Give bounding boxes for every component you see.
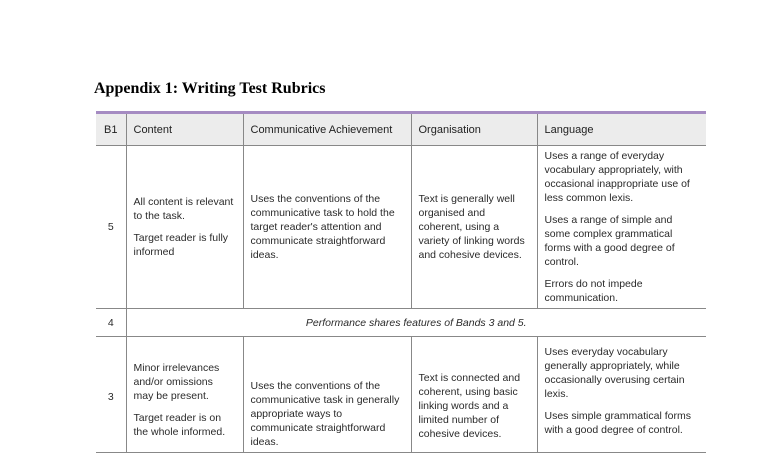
band-5-content bbox=[126, 146, 243, 309]
band-3-language bbox=[537, 337, 706, 453]
page-title: Appendix 1: Writing Test Rubrics bbox=[94, 80, 326, 97]
band-3-row bbox=[96, 337, 706, 453]
band-3-language-line-1: Uses everyday vocabulary generally appropriately, while occasionally overusing certain lexis. bbox=[544, 346, 685, 400]
band-4-row bbox=[96, 309, 706, 337]
band-3-organisation-text: Text is connected and coherent, using basic linking words and a limited number of cohesive devices. bbox=[418, 372, 521, 440]
header-organisation: Organisation bbox=[411, 113, 537, 146]
band-3-language-line-2: Uses simple grammatical forms with a good degree of control. bbox=[544, 410, 691, 436]
header-language: Language bbox=[537, 113, 706, 146]
header-row bbox=[96, 113, 706, 146]
band-5-language-line-2: Uses a range of simple and some complex grammatical forms with a good degree of control. bbox=[544, 214, 675, 268]
band-4-number: 4 bbox=[96, 309, 126, 337]
band-5-number: 5 bbox=[96, 146, 126, 309]
band-3-content-line-1: Minor irrelevances and/or omissions may be present. bbox=[133, 362, 220, 402]
band-3-content-line-2: Target reader is on the whole informed. bbox=[133, 412, 226, 438]
band-5-language bbox=[537, 146, 706, 309]
band-3-communicative-text: Uses the conventions of the communicative task in generally appropriate ways to communicate straightforward ideas. bbox=[250, 380, 400, 448]
band-3-organisation bbox=[411, 337, 537, 453]
band-3-communicative bbox=[243, 337, 411, 453]
band-5-organisation bbox=[411, 146, 537, 309]
band-3-number: 3 bbox=[96, 337, 126, 453]
header-communicative-achievement: Communicative Achievement bbox=[243, 113, 411, 146]
band-3-content bbox=[126, 337, 243, 453]
band-5-language-line-1: Uses a range of everyday vocabulary appropriately, with occasional inappropriate use of less common lexis. bbox=[544, 150, 690, 204]
band-5-content-line-1: All content is relevant to the task. bbox=[133, 196, 234, 222]
header-level: B1 bbox=[96, 113, 126, 146]
band-4-shared-note: Performance shares features of Bands 3 and 5. bbox=[126, 309, 706, 337]
band-5-communicative-text: Uses the conventions of the communicative task to hold the target reader's attention and communicate straightforward ideas. bbox=[250, 193, 395, 261]
writing-rubric-table bbox=[96, 111, 706, 453]
band-5-organisation-text: Text is generally well organised and coherent, using a variety of linking words and cohesive devices. bbox=[418, 193, 525, 261]
band-5-communicative bbox=[243, 146, 411, 309]
band-5-row bbox=[96, 146, 706, 309]
band-5-language-line-3: Errors do not impede communication. bbox=[544, 278, 643, 304]
header-content: Content bbox=[126, 113, 243, 146]
band-5-content-line-2: Target reader is fully informed bbox=[133, 232, 229, 258]
